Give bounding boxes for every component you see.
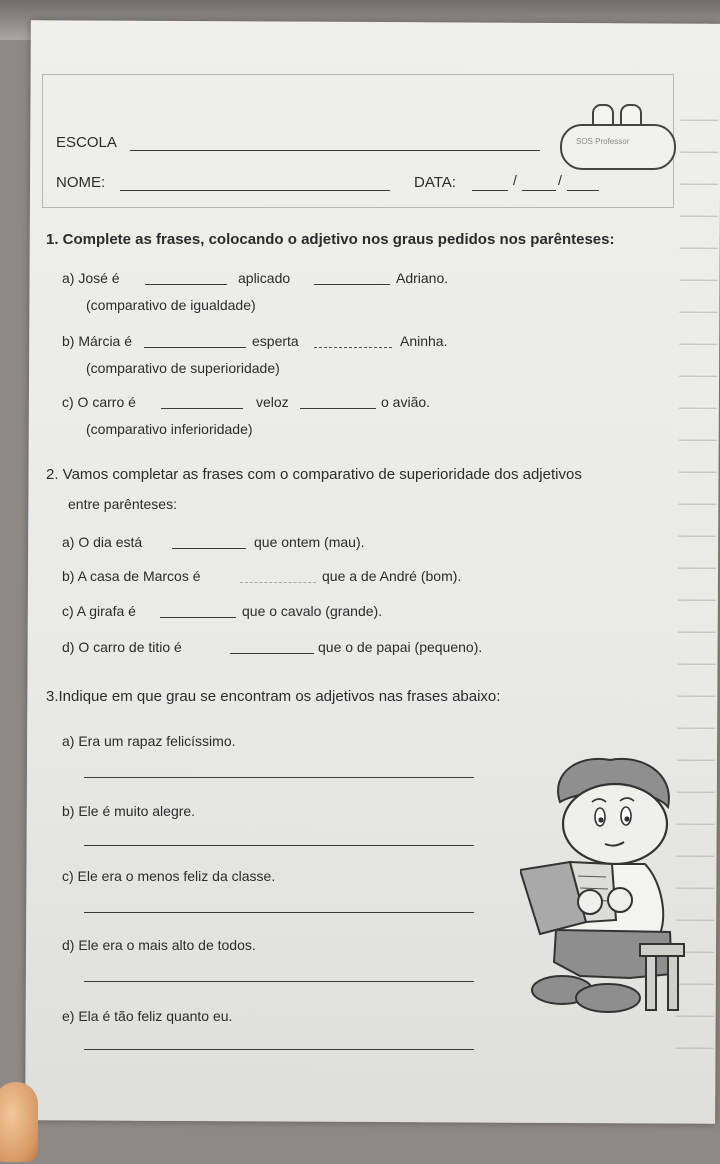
q2-b-start: b) A casa de Marcos é bbox=[62, 568, 201, 584]
q3-b-sentence: b) Ele é muito alegre. bbox=[62, 803, 196, 819]
q3-a-sentence: a) Era um rapaz felicíssimo. bbox=[62, 733, 236, 749]
nome-field[interactable] bbox=[120, 190, 390, 191]
q1-b-start: b) Márcia é bbox=[62, 333, 133, 349]
q2-a-start: a) O dia está bbox=[62, 534, 143, 550]
q2-c-start: c) A girafa é bbox=[62, 603, 136, 619]
q3-a-answer-line[interactable] bbox=[84, 777, 474, 778]
data-label: DATA: bbox=[414, 174, 456, 191]
q1-a-blank-2[interactable] bbox=[314, 284, 390, 285]
thumb-photo-edge bbox=[0, 1082, 38, 1162]
date-month-field[interactable] bbox=[522, 190, 556, 191]
q1-b-blank-2[interactable] bbox=[314, 347, 392, 348]
q2-d-blank[interactable] bbox=[230, 653, 314, 654]
logo-cloud bbox=[560, 124, 676, 170]
q2-d-end: que o de papai (pequeno). bbox=[318, 639, 483, 655]
boy-reading-illustration bbox=[520, 752, 690, 1022]
escola-label: ESCOLA bbox=[56, 134, 117, 151]
q3-c-answer-line[interactable] bbox=[84, 912, 474, 913]
question-2-title-line1: 2. Vamos completar as frases com o comparativo de superioridade dos adjetivos bbox=[46, 466, 582, 483]
q2-b-end: que a de André (bom). bbox=[322, 568, 462, 584]
q2-c-end: que o cavalo (grande). bbox=[242, 603, 383, 619]
date-year-field[interactable] bbox=[567, 190, 599, 191]
q3-e-sentence: e) Ela é tão feliz quanto eu. bbox=[62, 1008, 233, 1024]
q3-e-answer-line[interactable] bbox=[84, 1049, 474, 1050]
q1-b-blank-1[interactable] bbox=[144, 347, 246, 348]
q3-d-sentence: d) Ele era o mais alto de todos. bbox=[62, 937, 256, 953]
q3-d-answer-line[interactable] bbox=[84, 981, 474, 982]
q1-c-end: o avião. bbox=[381, 394, 431, 410]
date-separator: / bbox=[558, 172, 562, 188]
q1-c-blank-1[interactable] bbox=[161, 408, 243, 409]
q1-b-note: (comparativo de superioridade) bbox=[86, 360, 280, 376]
q1-a-note: (comparativo de igualdade) bbox=[86, 297, 256, 313]
q1-c-note: (comparativo inferioridade) bbox=[86, 421, 253, 437]
q1-a-start: a) José é bbox=[62, 270, 120, 286]
q2-c-blank[interactable] bbox=[160, 617, 236, 618]
q3-b-answer-line[interactable] bbox=[84, 845, 474, 846]
q3-c-sentence: c) Ele era o menos feliz da classe. bbox=[62, 868, 276, 884]
q1-a-adjective: aplicado bbox=[238, 270, 291, 286]
q2-b-blank[interactable] bbox=[240, 582, 316, 583]
q2-a-blank[interactable] bbox=[172, 548, 246, 549]
q2-a-end: que ontem (mau). bbox=[254, 534, 365, 550]
date-separator: / bbox=[513, 172, 517, 188]
q1-a-end: Adriano. bbox=[396, 270, 449, 286]
logo-text: SOS Professor bbox=[576, 137, 630, 146]
q1-a-blank-1[interactable] bbox=[145, 284, 227, 285]
q1-c-blank-2[interactable] bbox=[300, 408, 376, 409]
q1-b-adjective: esperta bbox=[252, 333, 299, 349]
q2-d-start: d) O carro de titio é bbox=[62, 639, 182, 655]
date-day-field[interactable] bbox=[472, 190, 508, 191]
escola-field[interactable] bbox=[130, 150, 540, 151]
question-1-title: 1. Complete as frases, colocando o adjetivo nos graus pedidos nos parênteses: bbox=[46, 231, 615, 248]
nome-label: NOME: bbox=[56, 174, 106, 191]
q1-c-start: c) O carro é bbox=[62, 394, 136, 410]
question-2-title-line2: entre parênteses: bbox=[68, 496, 177, 512]
q1-c-adjective: veloz bbox=[256, 394, 289, 410]
q1-b-end: Aninha. bbox=[400, 333, 448, 349]
question-3-title: 3.Indique em que grau se encontram os adjetivos nas frases abaixo: bbox=[46, 688, 501, 705]
